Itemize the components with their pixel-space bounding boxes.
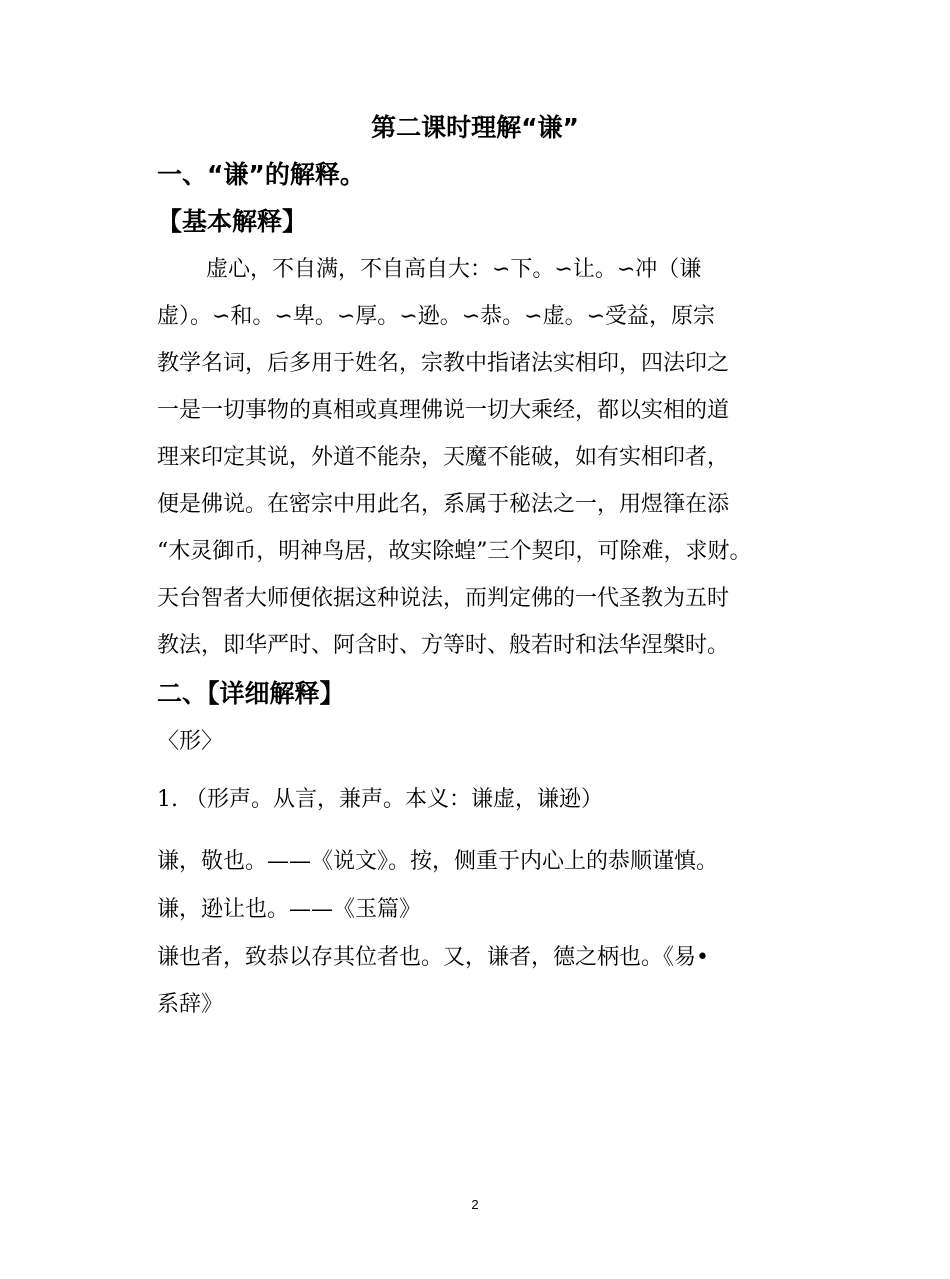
- basic-explanation-line: 教学名词，后多用于姓名，宗教中指诸法实相印，四法印之: [157, 351, 730, 376]
- page-number: 2: [471, 1197, 479, 1212]
- basic-explanation-line: “木灵御币，明神鸟居，故实除蝗”三个契印，可除难，求财。: [157, 539, 752, 564]
- detailed-explanation-heading: 二、【详细解释】: [157, 679, 345, 708]
- basic-explanation-line: 便是佛说。在密宗中用此名，系属于秘法之一，用煜箻在添: [157, 492, 730, 517]
- basic-explanation-line: 虚心，不自满，不自高自大：∽下。∽让。∽冲（谦: [206, 257, 702, 282]
- basic-explanation-heading: 【基本解释】: [157, 207, 308, 236]
- quote-line: 谦，敬也。——《说文》。按，侧重于内心上的恭顺谨慎。: [157, 849, 719, 874]
- basic-explanation-line: 理来印定其说，外道不能杂，天魔不能破，如有实相印者，: [157, 445, 730, 470]
- basic-explanation-line: 教法，即华严时、阿含时、方等时、般若时和法华涅槃时。: [157, 633, 730, 658]
- page-title: 第二课时理解“谦”: [371, 113, 579, 142]
- quote-line: 谦也者，致恭以存其位者也。又，谦者，德之柄也。《易•: [157, 945, 709, 970]
- section-heading-explanation: 一、“谦”的解释。: [157, 160, 365, 189]
- quote-line: 系辞》: [157, 992, 224, 1017]
- basic-explanation-line: 天台智者大师便依据这种说法，而判定佛的一代圣教为五时: [157, 586, 730, 611]
- sense-definition: 1. （形声。从言，兼声。本义：谦虚，谦逊）: [157, 787, 603, 812]
- basic-explanation-line: 一是一切事物的真相或真理佛说一切大乘经，都以实相的道: [157, 398, 730, 423]
- part-of-speech-label: 〈形〉: [157, 729, 224, 754]
- quote-line: 谦，逊让也。——《玉篇》: [157, 897, 422, 922]
- basic-explanation-line: 虚）。∽和。∽卑。∽厚。∽逊。∽恭。∽虚。∽受益，原宗: [157, 304, 716, 329]
